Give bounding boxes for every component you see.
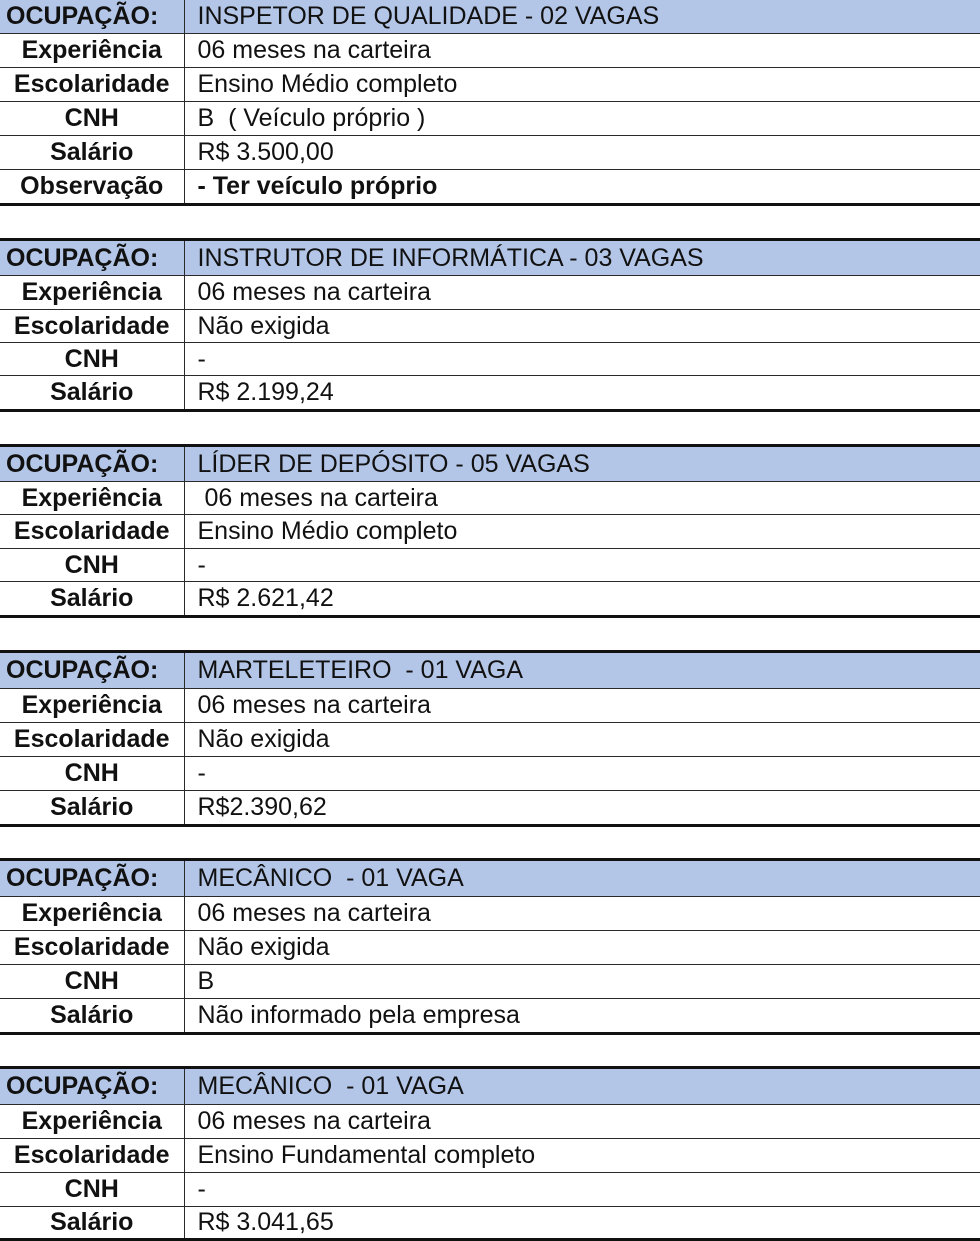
experience-label: Experiência (0, 689, 184, 723)
salary-label: Salário (0, 999, 184, 1034)
license-label: CNH (0, 549, 184, 582)
license-value: B (184, 965, 980, 999)
salary-row (0, 791, 980, 826)
job-table-5 (0, 858, 980, 1035)
occupation-row (0, 1068, 980, 1105)
license-row (0, 343, 980, 376)
education-value: Não exigida (184, 931, 980, 965)
experience-row (0, 689, 980, 723)
occupation-row (0, 0, 980, 33)
job-table-1 (0, 0, 980, 206)
license-label: CNH (0, 343, 184, 376)
license-row (0, 1173, 980, 1207)
education-row (0, 515, 980, 549)
education-row (0, 723, 980, 757)
experience-row (0, 1105, 980, 1139)
salary-value: R$ 3.500,00 (184, 135, 980, 169)
license-row (0, 549, 980, 582)
occupation-row (0, 240, 980, 276)
education-label: Escolaridade (0, 1139, 184, 1173)
experience-value: 06 meses na carteira (184, 482, 980, 515)
experience-row (0, 33, 980, 67)
license-value: - (184, 1173, 980, 1207)
education-label: Escolaridade (0, 723, 184, 757)
license-value: - (184, 343, 980, 376)
license-row (0, 101, 980, 135)
license-row (0, 757, 980, 791)
education-label: Escolaridade (0, 67, 184, 101)
salary-row (0, 135, 980, 169)
education-row (0, 931, 980, 965)
occupation-value: INSTRUTOR DE INFORMÁTICA - 03 VAGAS (184, 240, 980, 276)
license-label: CNH (0, 1173, 184, 1207)
salary-value: R$ 2.621,42 (184, 582, 980, 617)
license-value: - (184, 549, 980, 582)
job-table-3 (0, 444, 980, 618)
occupation-row (0, 652, 980, 689)
education-row (0, 67, 980, 101)
license-value: B ( Veículo próprio ) (184, 101, 980, 135)
experience-label: Experiência (0, 1105, 184, 1139)
occupation-label: OCUPAÇÃO: (0, 0, 184, 33)
salary-label: Salário (0, 791, 184, 826)
salary-row (0, 376, 980, 411)
experience-value: 06 meses na carteira (184, 689, 980, 723)
experience-row (0, 482, 980, 515)
experience-label: Experiência (0, 33, 184, 67)
note-row (0, 169, 980, 204)
education-label: Escolaridade (0, 515, 184, 549)
job-table-2 (0, 238, 980, 412)
salary-row (0, 582, 980, 617)
license-value: - (184, 757, 980, 791)
occupation-value: LÍDER DE DEPÓSITO - 05 VAGAS (184, 446, 980, 482)
education-value: Não exigida (184, 723, 980, 757)
salary-label: Salário (0, 1207, 184, 1240)
salary-value: Não informado pela empresa (184, 999, 980, 1034)
education-label: Escolaridade (0, 310, 184, 343)
salary-value: R$2.390,62 (184, 791, 980, 826)
occupation-label: OCUPAÇÃO: (0, 1068, 184, 1105)
experience-value: 06 meses na carteira (184, 33, 980, 67)
occupation-value: INSPETOR DE QUALIDADE - 02 VAGAS (184, 0, 980, 33)
note-value: - Ter veículo próprio (184, 169, 980, 204)
occupation-value: MARTELETEIRO - 01 VAGA (184, 652, 980, 689)
education-value: Ensino Fundamental completo (184, 1139, 980, 1173)
experience-value: 06 meses na carteira (184, 276, 980, 310)
license-label: CNH (0, 965, 184, 999)
experience-value: 06 meses na carteira (184, 897, 980, 931)
job-table-4 (0, 650, 980, 827)
job-table-6 (0, 1066, 980, 1241)
education-value: Ensino Médio completo (184, 67, 980, 101)
salary-row (0, 999, 980, 1034)
salary-value: R$ 3.041,65 (184, 1207, 980, 1240)
occupation-label: OCUPAÇÃO: (0, 446, 184, 482)
education-value: Não exigida (184, 310, 980, 343)
experience-label: Experiência (0, 897, 184, 931)
occupation-label: OCUPAÇÃO: (0, 652, 184, 689)
occupation-value: MECÂNICO - 01 VAGA (184, 860, 980, 897)
occupation-row (0, 860, 980, 897)
occupation-value: MECÂNICO - 01 VAGA (184, 1068, 980, 1105)
experience-row (0, 276, 980, 310)
note-label: Observação (0, 169, 184, 204)
salary-label: Salário (0, 582, 184, 617)
education-row (0, 310, 980, 343)
occupation-row (0, 446, 980, 482)
occupation-label: OCUPAÇÃO: (0, 860, 184, 897)
education-row (0, 1139, 980, 1173)
salary-label: Salário (0, 135, 184, 169)
experience-label: Experiência (0, 482, 184, 515)
education-value: Ensino Médio completo (184, 515, 980, 549)
salary-value: R$ 2.199,24 (184, 376, 980, 411)
experience-value: 06 meses na carteira (184, 1105, 980, 1139)
license-row (0, 965, 980, 999)
occupation-label: OCUPAÇÃO: (0, 240, 184, 276)
salary-label: Salário (0, 376, 184, 411)
experience-label: Experiência (0, 276, 184, 310)
education-label: Escolaridade (0, 931, 184, 965)
experience-row (0, 897, 980, 931)
license-label: CNH (0, 101, 184, 135)
license-label: CNH (0, 757, 184, 791)
